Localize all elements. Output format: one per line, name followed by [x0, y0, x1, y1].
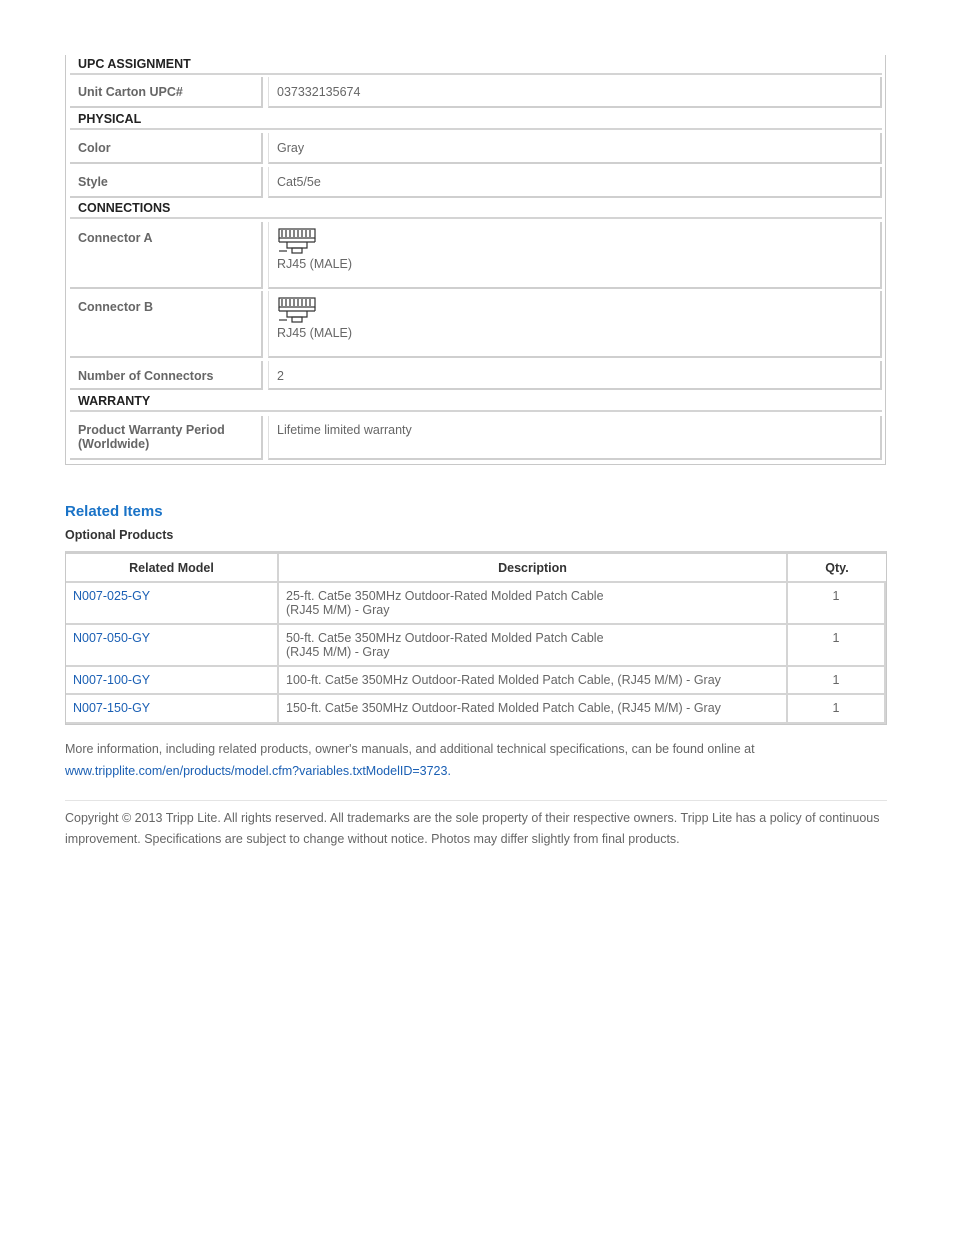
spec-value-style: Cat5/5e [268, 167, 882, 198]
table-row-description: 150-ft. Cat5e 350MHz Outdoor-Rated Molded Patch Cable, (RJ45 M/M) - Gray [279, 695, 788, 724]
spec-label-style: Style [70, 167, 263, 198]
table-row-description: 25-ft. Cat5e 350MHz Outdoor-Rated Molded Patch Cable (RJ45 M/M) - Gray [279, 583, 788, 625]
table-row-model-link[interactable]: N007-150-GY [66, 695, 279, 724]
specifications-table [65, 55, 886, 465]
footer-divider [65, 800, 887, 801]
spec-label-upc: Unit Carton UPC# [70, 77, 263, 108]
table-row-qty: 1 [788, 625, 886, 667]
url-period: . [447, 764, 451, 778]
spec-value-connector-a [268, 222, 882, 289]
more-information-sentence: More information, including related products, owner's manuals, and additional technical specifications, can be found online at [65, 742, 755, 756]
table-row-model-link[interactable]: N007-050-GY [66, 625, 279, 667]
table-row-description: 50-ft. Cat5e 350MHz Outdoor-Rated Molded Patch Cable (RJ45 M/M) - Gray [279, 625, 788, 667]
spec-label-color: Color [70, 133, 263, 164]
optional-products-heading: Optional Products [65, 528, 174, 542]
section-heading-connections: CONNECTIONS [70, 199, 882, 219]
rj45-connector-icon [277, 227, 319, 259]
connector-b-type: RJ45 (MALE) [277, 326, 353, 340]
spec-label-number-of-connectors: Number of Connectors [70, 361, 263, 390]
spec-label-warranty: Product Warranty Period (Worldwide) [70, 416, 263, 460]
column-header-related-model: Related Model [66, 554, 279, 583]
table-row-model-link[interactable]: N007-025-GY [66, 583, 279, 625]
rj45-connector-icon [277, 296, 319, 328]
spec-value-color: Gray [268, 133, 882, 164]
spec-value-number-of-connectors: 2 [268, 361, 882, 390]
section-heading-warranty: WARRANTY [70, 392, 882, 412]
table-row-qty: 1 [788, 667, 886, 695]
more-information-text [65, 738, 887, 782]
spec-value-upc: 037332135674 [268, 77, 882, 108]
column-header-description: Description [279, 554, 788, 583]
product-url-link[interactable]: www.tripplite.com/en/products/model.cfm?variables.txtModelID=3723 [65, 764, 448, 778]
related-products-table [65, 551, 887, 725]
spec-label-connector-b: Connector B [70, 291, 263, 358]
table-row-qty: 1 [788, 695, 886, 724]
related-items-title: Related Items [65, 503, 163, 520]
table-row-model-link[interactable]: N007-100-GY [66, 667, 279, 695]
connector-a-type: RJ45 (MALE) [277, 257, 353, 271]
spec-label-connector-a: Connector A [70, 222, 263, 289]
copyright-notice: Copyright © 2013 Tripp Lite. All rights reserved. All trademarks are the sole property of their respective owners. Tripp Lite has a policy of continuous improvement. Specifications are subject to change without notice. Photos may differ slightly from final products. [65, 811, 880, 846]
column-header-qty: Qty. [788, 554, 886, 583]
spec-value-connector-b [268, 291, 882, 358]
section-heading-physical: PHYSICAL [70, 110, 882, 130]
table-row-description: 100-ft. Cat5e 350MHz Outdoor-Rated Molded Patch Cable, (RJ45 M/M) - Gray [279, 667, 788, 695]
spec-value-warranty: Lifetime limited warranty [268, 416, 882, 460]
section-heading-upc: UPC ASSIGNMENT [70, 55, 882, 75]
table-row-qty: 1 [788, 583, 886, 625]
